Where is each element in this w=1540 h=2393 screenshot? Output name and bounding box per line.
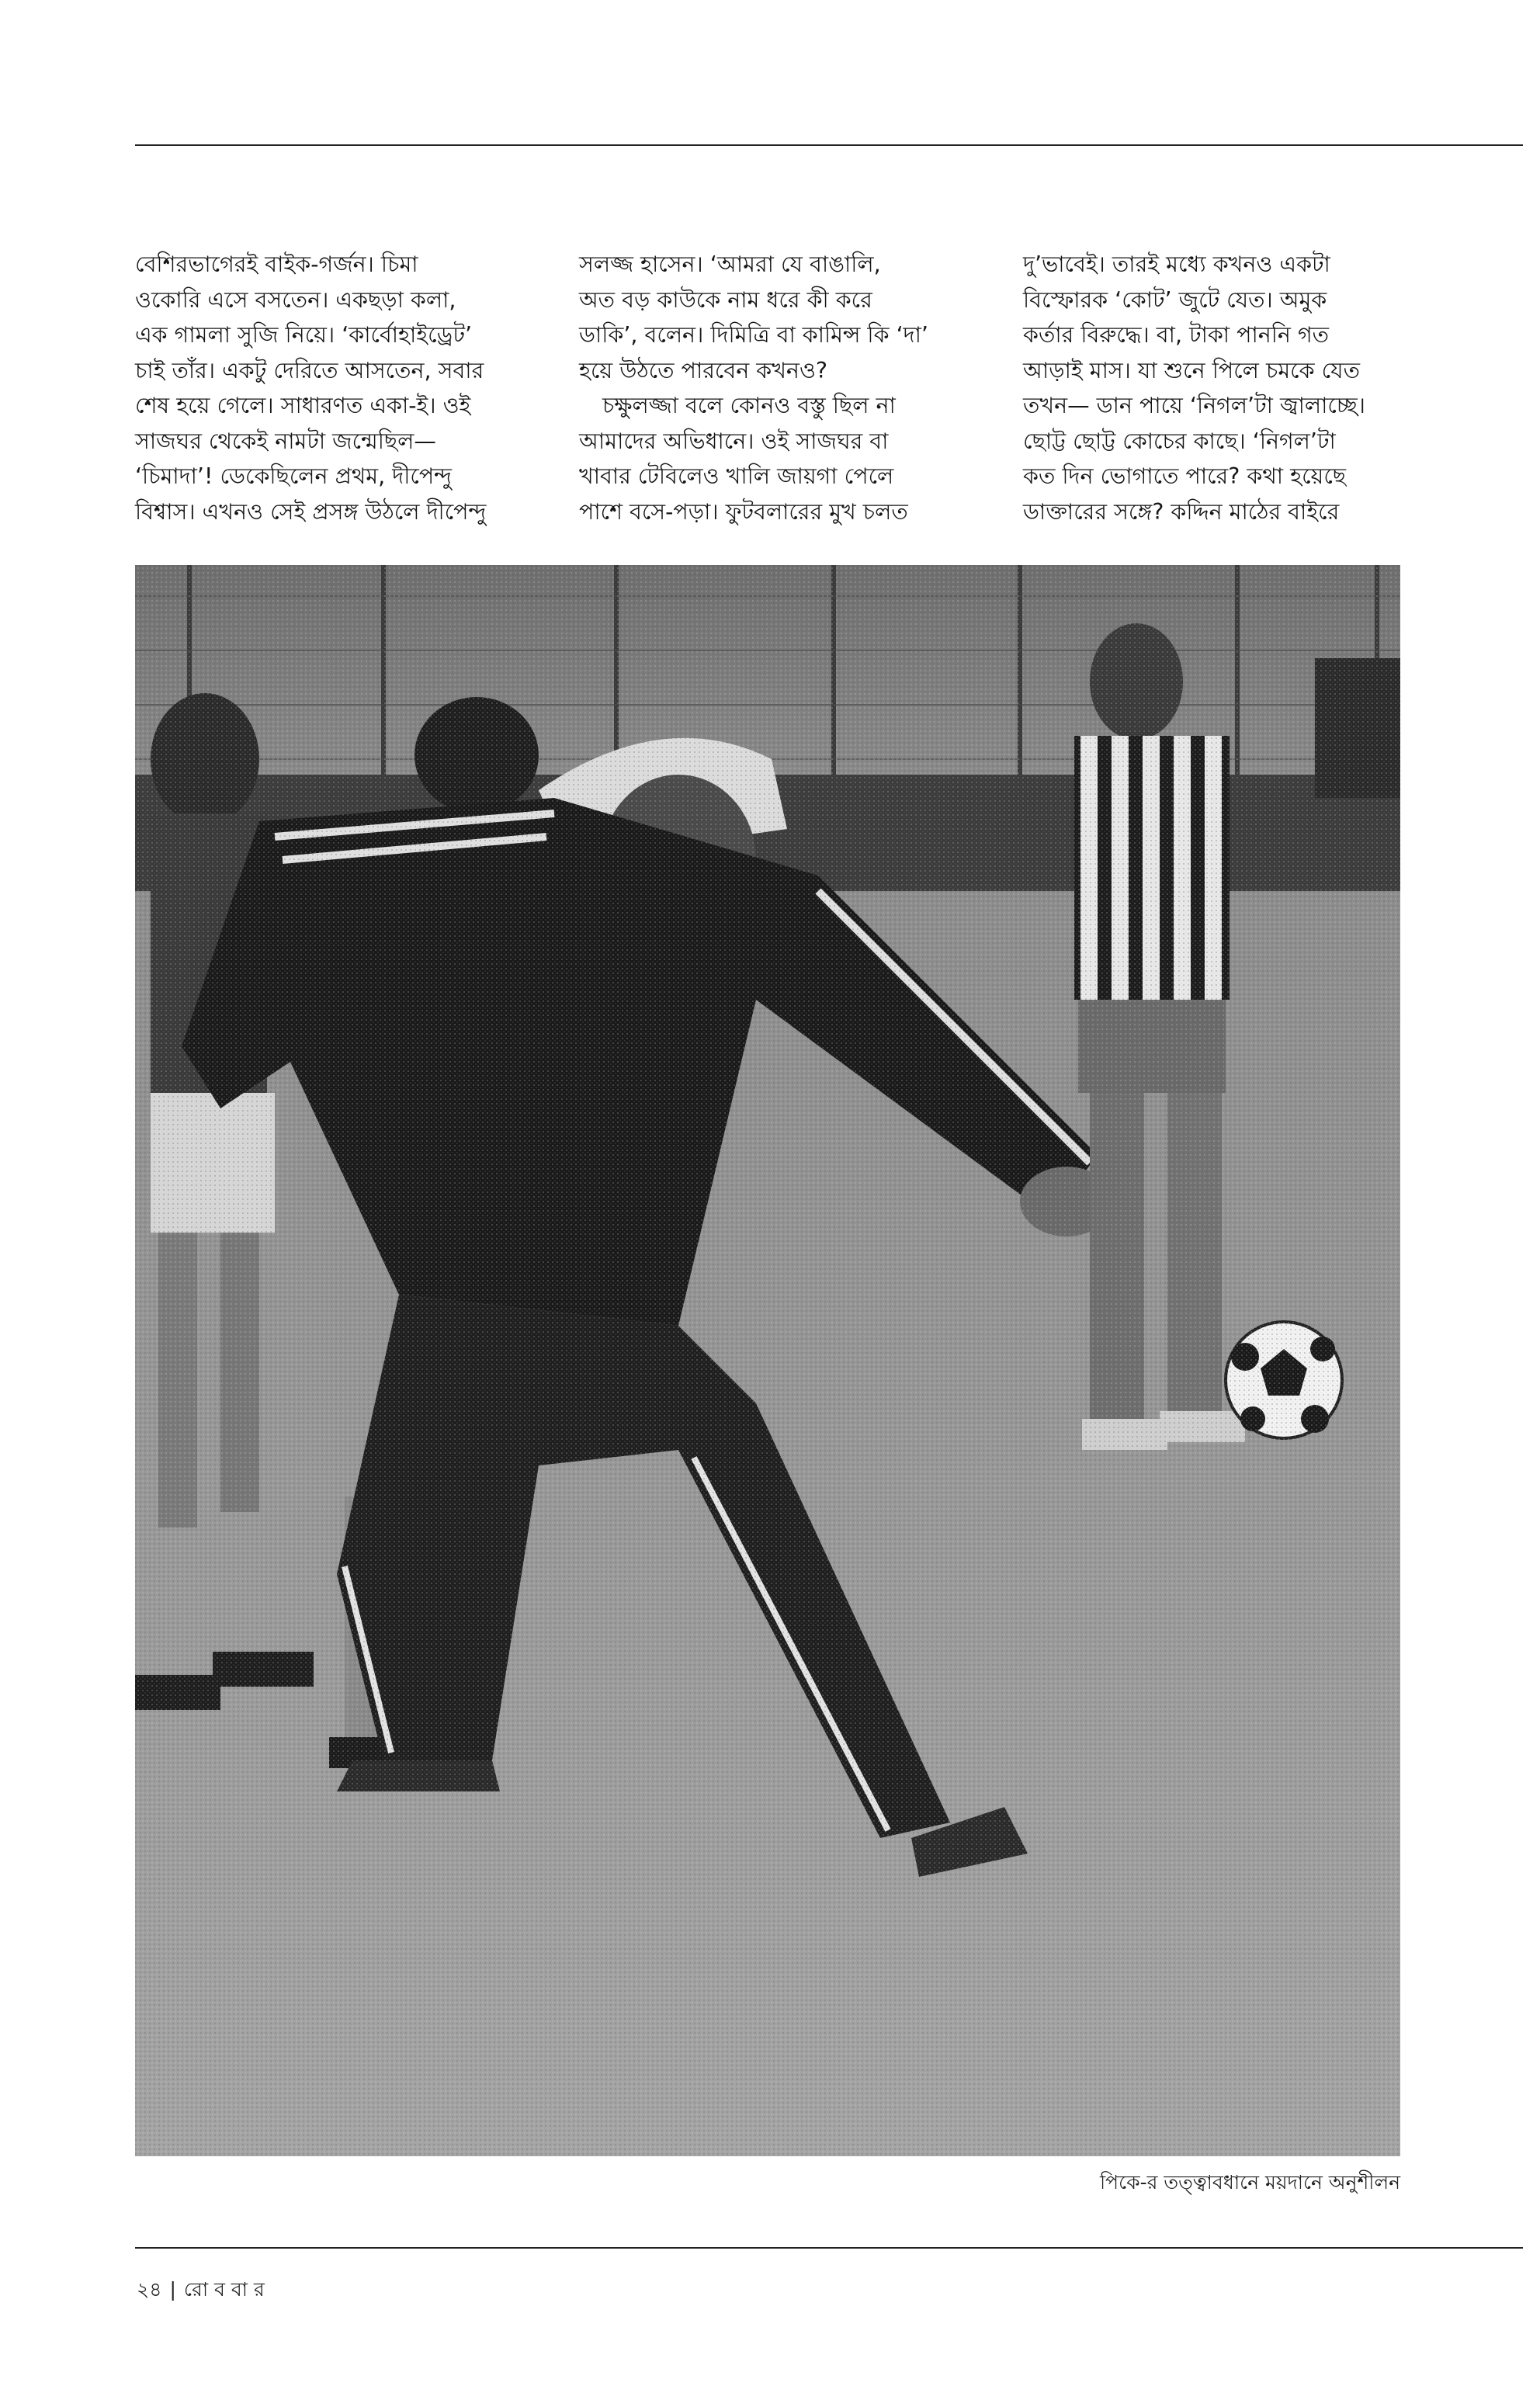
column-line: ছোট্ট ছোট্ট কোচের কাছে। ‘নিগল’টা	[1023, 428, 1336, 454]
column-line: দু’ভাবেই। তারই মধ্যে কখনও একটা	[1023, 251, 1330, 277]
column-line: সাজঘর থেকেই নামটা জন্মেছিল—	[135, 428, 436, 454]
column-line: চাই তাঁর। একটু দেরিতে আসতেন, সবার	[135, 357, 484, 383]
photo-illustration	[135, 565, 1400, 2156]
page-number: ২৪	[137, 2278, 162, 2301]
column-line: সলজ্জ হাসেন। ‘আমরা যে বাঙালি,	[579, 251, 881, 277]
page-footer	[137, 2274, 265, 2308]
column-line: ‘চিমাদা’! ডেকেছিলেন প্রথম, দীপেন্দু	[135, 463, 453, 489]
column-line: বিস্ফোরক ‘কোট’ জুটে যেত। অমুক	[1023, 286, 1327, 313]
publication-name: রো ব বা র	[183, 2278, 265, 2301]
column-line: শেষ হয়ে গেলে। সাধারণত একা-ই। ওই	[135, 393, 471, 418]
column-line: আড়াই মাস। যা শুনে পিলে চমকে যেত	[1023, 357, 1360, 383]
column-line: আমাদের অভিধানে। ওই সাজঘর বা	[579, 428, 889, 454]
column-line: এক গামলা সুজি নিয়ে। ‘কার্বোহাইড্রেট’	[135, 322, 473, 348]
column-line: বেশিরভাগেরই বাইক-গর্জন। চিমা	[135, 251, 418, 277]
column-line: কত দিন ভোগাতে পারে? কথা হয়েছে	[1023, 463, 1347, 489]
column-line: ডাক্তারের সঙ্গে? কদ্দিন মাঠের বাইরে	[1023, 498, 1340, 525]
column-line: তখন— ডান পায়ে ‘নিগল’টা জ্বালাচ্ছে।	[1023, 393, 1365, 418]
text-column-3	[1023, 247, 1403, 529]
footer-separator: |	[169, 2278, 176, 2301]
column-line: খাবার টেবিলেও খালি জায়গা পেলে	[579, 463, 894, 489]
column-line: বিশ্বাস। এখনও সেই প্রসঙ্গ উঠলে দীপেন্দু	[135, 498, 487, 525]
bottom-rule	[135, 2247, 1523, 2249]
text-column-1	[135, 247, 515, 529]
photo-caption: পিকে-র তত্ত্বাবধানে ময়দানে অনুশীলন	[1100, 2171, 1400, 2194]
column-line: ডাকি’, বলেন। দিমিত্রি বা কামিন্স কি ‘দা’	[579, 322, 928, 348]
text-column-2	[579, 247, 959, 529]
column-line: হয়ে উঠতে পারবেন কখনও?	[579, 357, 828, 383]
column-line: ওকোরি এসে বসতেন। একছড়া কলা,	[135, 286, 456, 313]
column-line: অত বড় কাউকে নাম ধরে কী করে	[579, 286, 872, 313]
column-line-paragraph-start: চক্ষুলজ্জা বলে কোনও বস্তু ছিল না	[602, 393, 896, 418]
column-line: কর্তার বিরুদ্ধে। বা, টাকা পাননি গত	[1023, 322, 1330, 348]
column-line: পাশে বসে-পড়া। ফুটবলারের মুখ চলত	[579, 498, 908, 525]
top-rule	[135, 144, 1523, 146]
training-photo	[135, 565, 1400, 2156]
